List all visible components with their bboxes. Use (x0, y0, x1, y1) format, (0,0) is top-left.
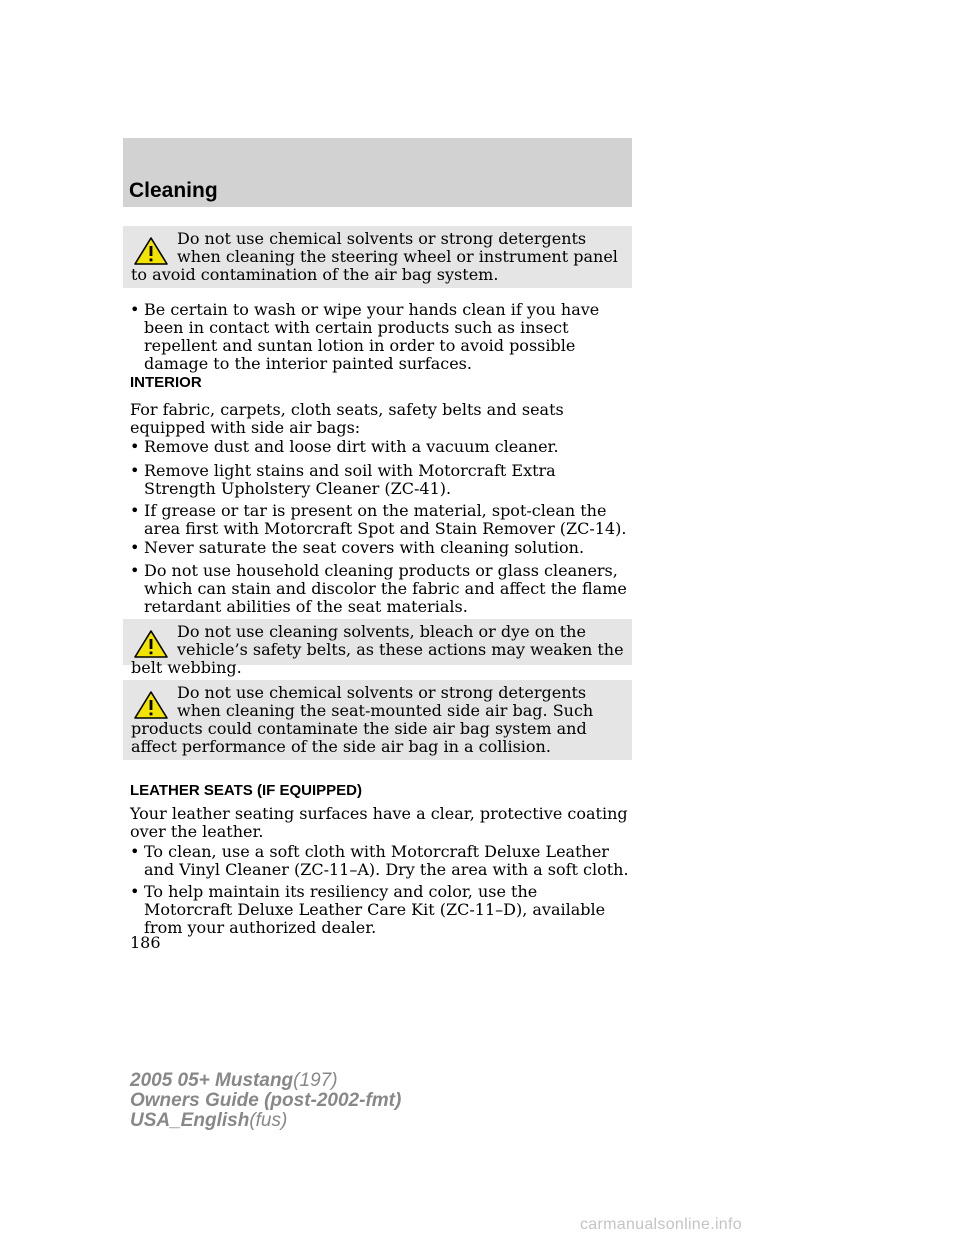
list-item-text: To help maintain its resiliency and color, use the Motorcraft Deluxe Leather Care Kit (ZC-11–D), available from your authorized dealer. (144, 882, 606, 937)
document-footer (130, 1071, 401, 1131)
footer-line-1 (130, 1071, 401, 1091)
list-item (130, 438, 630, 456)
bullet-icon: • (130, 842, 140, 861)
list-item-text: Do not use household cleaning products or glass cleaners, which can stain and discolor the fabric and affect the flame retardant abilities of the seat materials. (144, 561, 627, 616)
footer-line-3 (130, 1111, 401, 1131)
list-item-text: If grease or tar is present on the material, spot-clean the area first with Motorcraft Spot and Stain Remover (ZC-14). (144, 501, 627, 538)
footer-language-code: (fus) (249, 1110, 288, 1131)
warning-triangle-icon (133, 629, 169, 659)
interior-intro: For fabric, carpets, cloth seats, safety belts and seats equipped with side air bags: (130, 400, 564, 437)
leather-intro: Your leather seating surfaces have a clear, protective coating over the leather. (130, 804, 628, 841)
list-item-text: Never saturate the seat covers with cleaning solution. (144, 538, 585, 557)
bullet-icon: • (130, 300, 140, 319)
bullet-icon: • (130, 538, 140, 557)
list-item (130, 562, 630, 616)
warning-box-side-airbag (123, 680, 632, 760)
bullet-icon: • (130, 561, 140, 580)
list-item-text: Remove light stains and soil with Motorcraft Extra Strength Upholstery Cleaner (ZC-41). (144, 461, 556, 498)
bullet-icon: • (130, 501, 140, 520)
bullet-icon: • (130, 437, 140, 456)
warning-box-safety-belts (123, 619, 632, 677)
section-title: Cleaning (129, 179, 218, 202)
list-item-text: Remove dust and loose dirt with a vacuum cleaner. (144, 437, 559, 456)
warning-text: Do not use chemical solvents or strong detergents when cleaning the seat-mounted side air bag. Such products could contaminate the side air bag system and affect performance of the side air bag in a collision. (131, 683, 594, 756)
list-item (130, 502, 630, 538)
list-item (130, 883, 630, 937)
watermark: carmanualsonline.info (580, 1216, 742, 1233)
bullet-icon: • (130, 461, 140, 480)
list-item (130, 539, 630, 557)
list-item-text: Be certain to wash or wipe your hands clean if you have been in contact with certain products such as insect repellent and suntan lotion in order to avoid possible damage to the interior painted surfaces. (144, 300, 600, 373)
list-item (130, 843, 630, 879)
footer-line-2 (130, 1091, 401, 1111)
warning-triangle-icon (133, 690, 169, 720)
list-item (130, 301, 630, 373)
warning-triangle-icon (133, 236, 169, 266)
warning-text: Do not use chemical solvents or strong detergents when cleaning the steering wheel or instrument panel to avoid contamination of the air bag system. (131, 229, 618, 284)
warning-box-airbag-steering (123, 226, 632, 288)
page-number: 186 (130, 933, 161, 952)
warning-text: Do not use cleaning solvents, bleach or dye on the vehicle’s safety belts, as these actions may weaken the belt webbing. (131, 622, 624, 677)
list-item-text: To clean, use a soft cloth with Motorcraft Deluxe Leather and Vinyl Cleaner (ZC-11–A). Dry the area with a soft cloth. (144, 842, 629, 879)
footer-language: USA_English (130, 1110, 250, 1131)
list-item (130, 462, 630, 498)
leather-seats-heading: LEATHER SEATS (IF EQUIPPED) (130, 782, 362, 799)
footer-model-code: (197) (293, 1070, 338, 1091)
bullet-icon: • (130, 882, 140, 901)
footer-guide-name: Owners Guide (post-2002-fmt) (130, 1090, 402, 1111)
footer-model: 2005 05+ Mustang (130, 1070, 294, 1091)
interior-heading: INTERIOR (130, 374, 202, 391)
